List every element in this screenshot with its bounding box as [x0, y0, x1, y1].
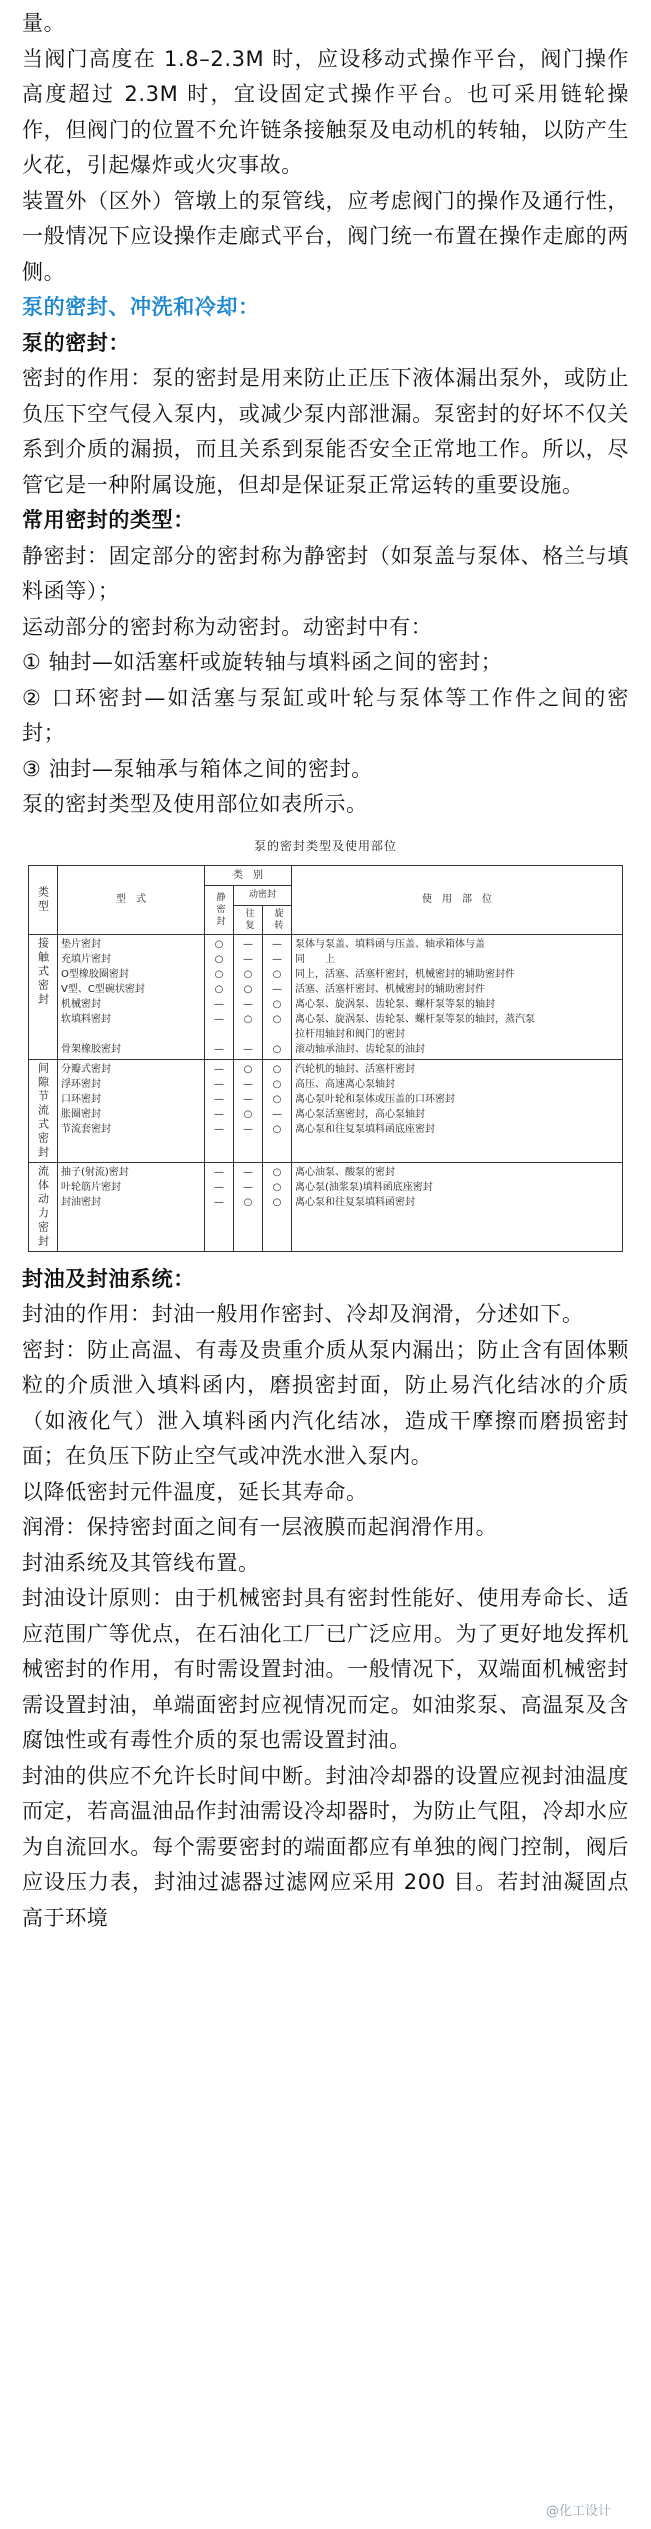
article-bottom-section — [22, 1262, 629, 1937]
header-reciprocating: 往复 — [234, 905, 263, 934]
static-cell — [205, 1162, 234, 1251]
rotating-cell-line: ○ — [272, 1063, 282, 1075]
static-cell — [205, 1059, 234, 1162]
seal-table-figure — [22, 837, 629, 1252]
use-cell-line: 离心泵、旋涡泵、齿轮泵、螺杆泵等泵的轴封，蒸汽泵 — [295, 1013, 535, 1025]
paragraph: ③ 油封—泵轴承与箱体之间的密封。 — [22, 756, 373, 781]
static-cell-line: — — [214, 1196, 224, 1208]
reciprocating-cell-line: ○ — [243, 1108, 253, 1120]
reciprocating-cell-line: ○ — [243, 1013, 253, 1025]
rotating-cell-line: ○ — [272, 1043, 282, 1055]
category-label: 流体动力密封 — [36, 1164, 50, 1249]
paragraph: 密封：防止高温、有毒及贵重介质从泵内漏出；防止含有固体颗粒的介质泄入填料函内，磨损密封面，防止易汽化结冰的介质（如液化气）泄入填料函内汽化结冰，造成干摩擦而磨损密封面；在负压下防止空气或冲洗水泄入泵内。 — [22, 1337, 629, 1468]
reciprocating-cell-line: ○ — [243, 1063, 253, 1075]
use-cell-line: 同上，活塞、活塞杆密封，机械密封的辅助密封件 — [295, 968, 515, 980]
type-cell-line: 胀圈密封 — [61, 1108, 101, 1120]
rotating-cell — [263, 934, 292, 1059]
static-cell-line: ○ — [214, 968, 224, 980]
use-cell — [292, 1162, 623, 1251]
rotating-cell-line: ○ — [272, 1196, 282, 1208]
type-cell-line: 骨架橡胶密封 — [61, 1043, 121, 1055]
static-cell — [205, 934, 234, 1059]
category-cell — [29, 1059, 58, 1162]
reciprocating-cell-line — [237, 1027, 259, 1042]
reciprocating-cell-line: ○ — [243, 1196, 253, 1208]
type-cell — [58, 1162, 205, 1251]
rotating-cell-line: ○ — [272, 998, 282, 1010]
paragraph: 当阀门高度在 1.8–2.3M 时，应设移动式操作平台，阀门操作高度超过 2.3M 时，宜设固定式操作平台。也可采用链轮操作，但阀门的位置不允许链条接触泵及电动机的转轴，以防产生火花，引起爆炸或火灾事故。 — [22, 46, 629, 177]
rotating-cell-line: ○ — [272, 1181, 282, 1193]
rotating-cell-line: ○ — [272, 968, 282, 980]
type-cell-line: O型橡胶圈密封 — [61, 968, 129, 980]
paragraph: 封油的作用：封油一般用作密封、冷却及润滑，分述如下。 — [22, 1302, 584, 1326]
type-cell-line: V型、C型碗状密封 — [61, 983, 145, 995]
watermark: @化工设计 — [545, 2504, 611, 2519]
static-cell-line: ○ — [214, 983, 224, 995]
header-use: 使 用 部 位 — [292, 865, 623, 934]
table-row — [29, 1059, 623, 1162]
static-cell-line: — — [214, 1013, 224, 1025]
paragraph: ② 口环密封—如活塞与泵缸或叶轮与泵体等工作件之间的密封； — [22, 685, 629, 745]
category-cell — [29, 1162, 58, 1251]
category-label: 间隙节流式密封 — [36, 1061, 50, 1160]
type-cell-line: 口环密封 — [61, 1093, 101, 1105]
use-cell — [292, 934, 623, 1059]
type-cell — [58, 934, 205, 1059]
static-cell-line: — — [214, 1078, 224, 1090]
reciprocating-cell-line: — — [243, 1093, 253, 1105]
reciprocating-cell — [234, 1059, 263, 1162]
static-cell-line: — — [214, 1093, 224, 1105]
use-cell-line: 汽轮机的轴封、活塞杆密封 — [295, 1063, 415, 1075]
seal-type-table — [28, 865, 623, 1252]
header-type: 型 式 — [58, 865, 205, 934]
section-heading: 泵的密封、冲洗和冷却： — [22, 295, 260, 319]
use-cell-line: 泵体与泵盖、填料函与压盖、轴承箱体与盖 — [295, 938, 485, 950]
category-label: 接触式密封 — [36, 936, 50, 1007]
use-cell-line: 高压、高速离心泵轴封 — [295, 1078, 395, 1090]
type-cell — [58, 1059, 205, 1162]
static-cell-line: — — [214, 1063, 224, 1075]
reciprocating-cell-line: — — [243, 953, 253, 965]
type-cell-line: 分瓣式密封 — [61, 1063, 111, 1075]
header-static: 静密封 — [205, 885, 234, 934]
section-heading: 泵的密封： — [22, 330, 130, 355]
paragraph: 润滑：保持密封面之间有一层液膜而起润滑作用。 — [22, 1515, 498, 1539]
paragraph: 装置外（区外）管墩上的泵管线，应考虑阀门的操作及通行性，一般情况下应设操作走廊式平台，阀门统一布置在操作走廊的两侧。 — [22, 188, 629, 284]
header-dynamic: 动密封 — [234, 885, 292, 905]
rotating-cell-line: — — [272, 983, 282, 995]
reciprocating-cell-line: — — [243, 1166, 253, 1178]
reciprocating-cell-line: — — [243, 998, 253, 1010]
static-cell-line: ○ — [214, 938, 224, 950]
paragraph: 封油的供应不允许长时间中断。封油冷却器的设置应视封油温度而定，若高温油品作封油需设冷却器时，为防止气阻，冷却水应为自流回水。每个需要密封的端面都应有单独的阀门控制，阀后应设压力表，封油过滤器过滤网应采用 200 目。若封油凝固点高于环境 — [22, 1763, 629, 1930]
table-row — [29, 1162, 623, 1251]
use-cell-line: 滚动轴承油封、齿轮泵的油封 — [295, 1043, 425, 1055]
use-cell-line: 离心泵和往复泵填料函底座密封 — [295, 1123, 435, 1135]
type-cell-line: 抽子(射流)密封 — [61, 1166, 129, 1178]
section-heading: 封油及封油系统： — [22, 1266, 195, 1291]
paragraph: 封油系统及其管线布置。 — [22, 1550, 260, 1575]
use-cell-line: 离心油泵、酸泵的密封 — [295, 1166, 395, 1178]
header-group: 类 别 — [205, 865, 292, 885]
use-cell-line: 离心泵叶轮和泵体或压盖的口环密封 — [295, 1093, 455, 1105]
paragraph: 封油设计原则：由于机械密封具有密封性能好、使用寿命长、适应范围广等优点，在石油化工厂已广泛应用。为了更好地发挥机械密封的作用，有时需设置封油。一般情况下，双端面机械密封需设置封油，单端面密封应视情况而定。如油浆泵、高温泵及含腐蚀性或有毒性介质的泵也需设置封油。 — [22, 1586, 629, 1752]
reciprocating-cell-line: — — [243, 1078, 253, 1090]
section-heading: 常用密封的类型： — [22, 508, 195, 532]
type-cell-line: 机械密封 — [61, 998, 101, 1010]
rotating-cell-line: — — [272, 938, 282, 950]
paragraph: ① 轴封—如活塞杆或旋转轴与填料函之间的密封； — [22, 650, 503, 674]
use-cell-line: 同 上 — [295, 953, 335, 965]
rotating-cell-line: ○ — [272, 1166, 282, 1178]
rotating-cell-line: ○ — [272, 1123, 282, 1135]
article-top-section — [22, 6, 629, 823]
type-cell-line: 垫片密封 — [61, 938, 101, 950]
static-cell-line: — — [214, 1123, 224, 1135]
rotating-cell-line — [266, 1027, 288, 1042]
paragraph: 泵的密封类型及使用部位如表所示。 — [22, 792, 368, 816]
table-title: 泵的密封类型及使用部位 — [253, 838, 397, 853]
use-cell-line: 离心泵活塞密封，高心泵轴封 — [295, 1108, 425, 1120]
rotating-cell — [263, 1059, 292, 1162]
table-row — [29, 934, 623, 1059]
rotating-cell — [263, 1162, 292, 1251]
header-category: 类型 — [29, 865, 58, 934]
static-cell-line: — — [214, 1166, 224, 1178]
use-cell-line: 离心泵、旋涡泵、齿轮泵、螺杆泵等泵的轴封 — [295, 998, 495, 1010]
use-cell-line: 拉杆用轴封和阀门的密封 — [295, 1028, 405, 1040]
reciprocating-cell — [234, 934, 263, 1059]
type-cell-line — [61, 1027, 201, 1042]
paragraph: 运动部分的密封称为动密封。动密封中有： — [22, 614, 433, 639]
static-cell-line — [208, 1027, 230, 1042]
rotating-cell-line: — — [272, 953, 282, 965]
rotating-cell-line: ○ — [272, 1013, 282, 1025]
category-cell — [29, 934, 58, 1059]
use-cell — [292, 1059, 623, 1162]
reciprocating-cell-line: ○ — [243, 983, 253, 995]
header-rotating: 旋转 — [263, 905, 292, 934]
reciprocating-cell-line: — — [243, 1181, 253, 1193]
static-cell-line: — — [214, 1108, 224, 1120]
paragraph: 以降低密封元件温度，延长其寿命。 — [22, 1479, 368, 1504]
use-cell-line: 离心泵(油浆泵)填料函底座密封 — [295, 1181, 433, 1193]
use-cell-line: 离心泵和往复泵填料函密封 — [295, 1196, 415, 1208]
static-cell-line: — — [214, 998, 224, 1010]
seal-table-body — [29, 934, 623, 1251]
reciprocating-cell-line: — — [243, 1123, 253, 1135]
type-cell-line: 叶轮筋片密封 — [61, 1181, 121, 1193]
type-cell-line: 封油密封 — [61, 1196, 101, 1208]
type-cell-line: 节流套密封 — [61, 1123, 111, 1135]
type-cell-line: 浮环密封 — [61, 1078, 101, 1090]
reciprocating-cell — [234, 1162, 263, 1251]
static-cell-line: — — [214, 1181, 224, 1193]
reciprocating-cell-line: — — [243, 1043, 253, 1055]
type-cell-line: 充填片密封 — [61, 953, 111, 965]
reciprocating-cell-line: ○ — [243, 968, 253, 980]
static-cell-line: ○ — [214, 953, 224, 965]
static-cell-line: — — [214, 1043, 224, 1055]
rotating-cell-line: ○ — [272, 1078, 282, 1090]
paragraph: 静密封：固定部分的密封称为静密封（如泵盖与泵体、格兰与填料函等）； — [22, 543, 629, 603]
rotating-cell-line: — — [272, 1108, 282, 1120]
paragraph: 量。 — [22, 11, 66, 35]
use-cell-line: 活塞、活塞杆密封、机械密封的辅助密封件 — [295, 983, 485, 995]
reciprocating-cell-line: — — [243, 938, 253, 950]
rotating-cell-line: ○ — [272, 1093, 282, 1105]
type-cell-line: 软填料密封 — [61, 1013, 111, 1025]
paragraph: 密封的作用：泵的密封是用来防止正压下液体漏出泵外，或防止负压下空气侵入泵内，或减少泵内部泄漏。泵密封的好坏不仅关系到介质的漏损，而且关系到泵能否安全正常地工作。所以，尽管它是一种附属设施，但却是保证泵正常运转的重要设施。 — [22, 366, 629, 497]
